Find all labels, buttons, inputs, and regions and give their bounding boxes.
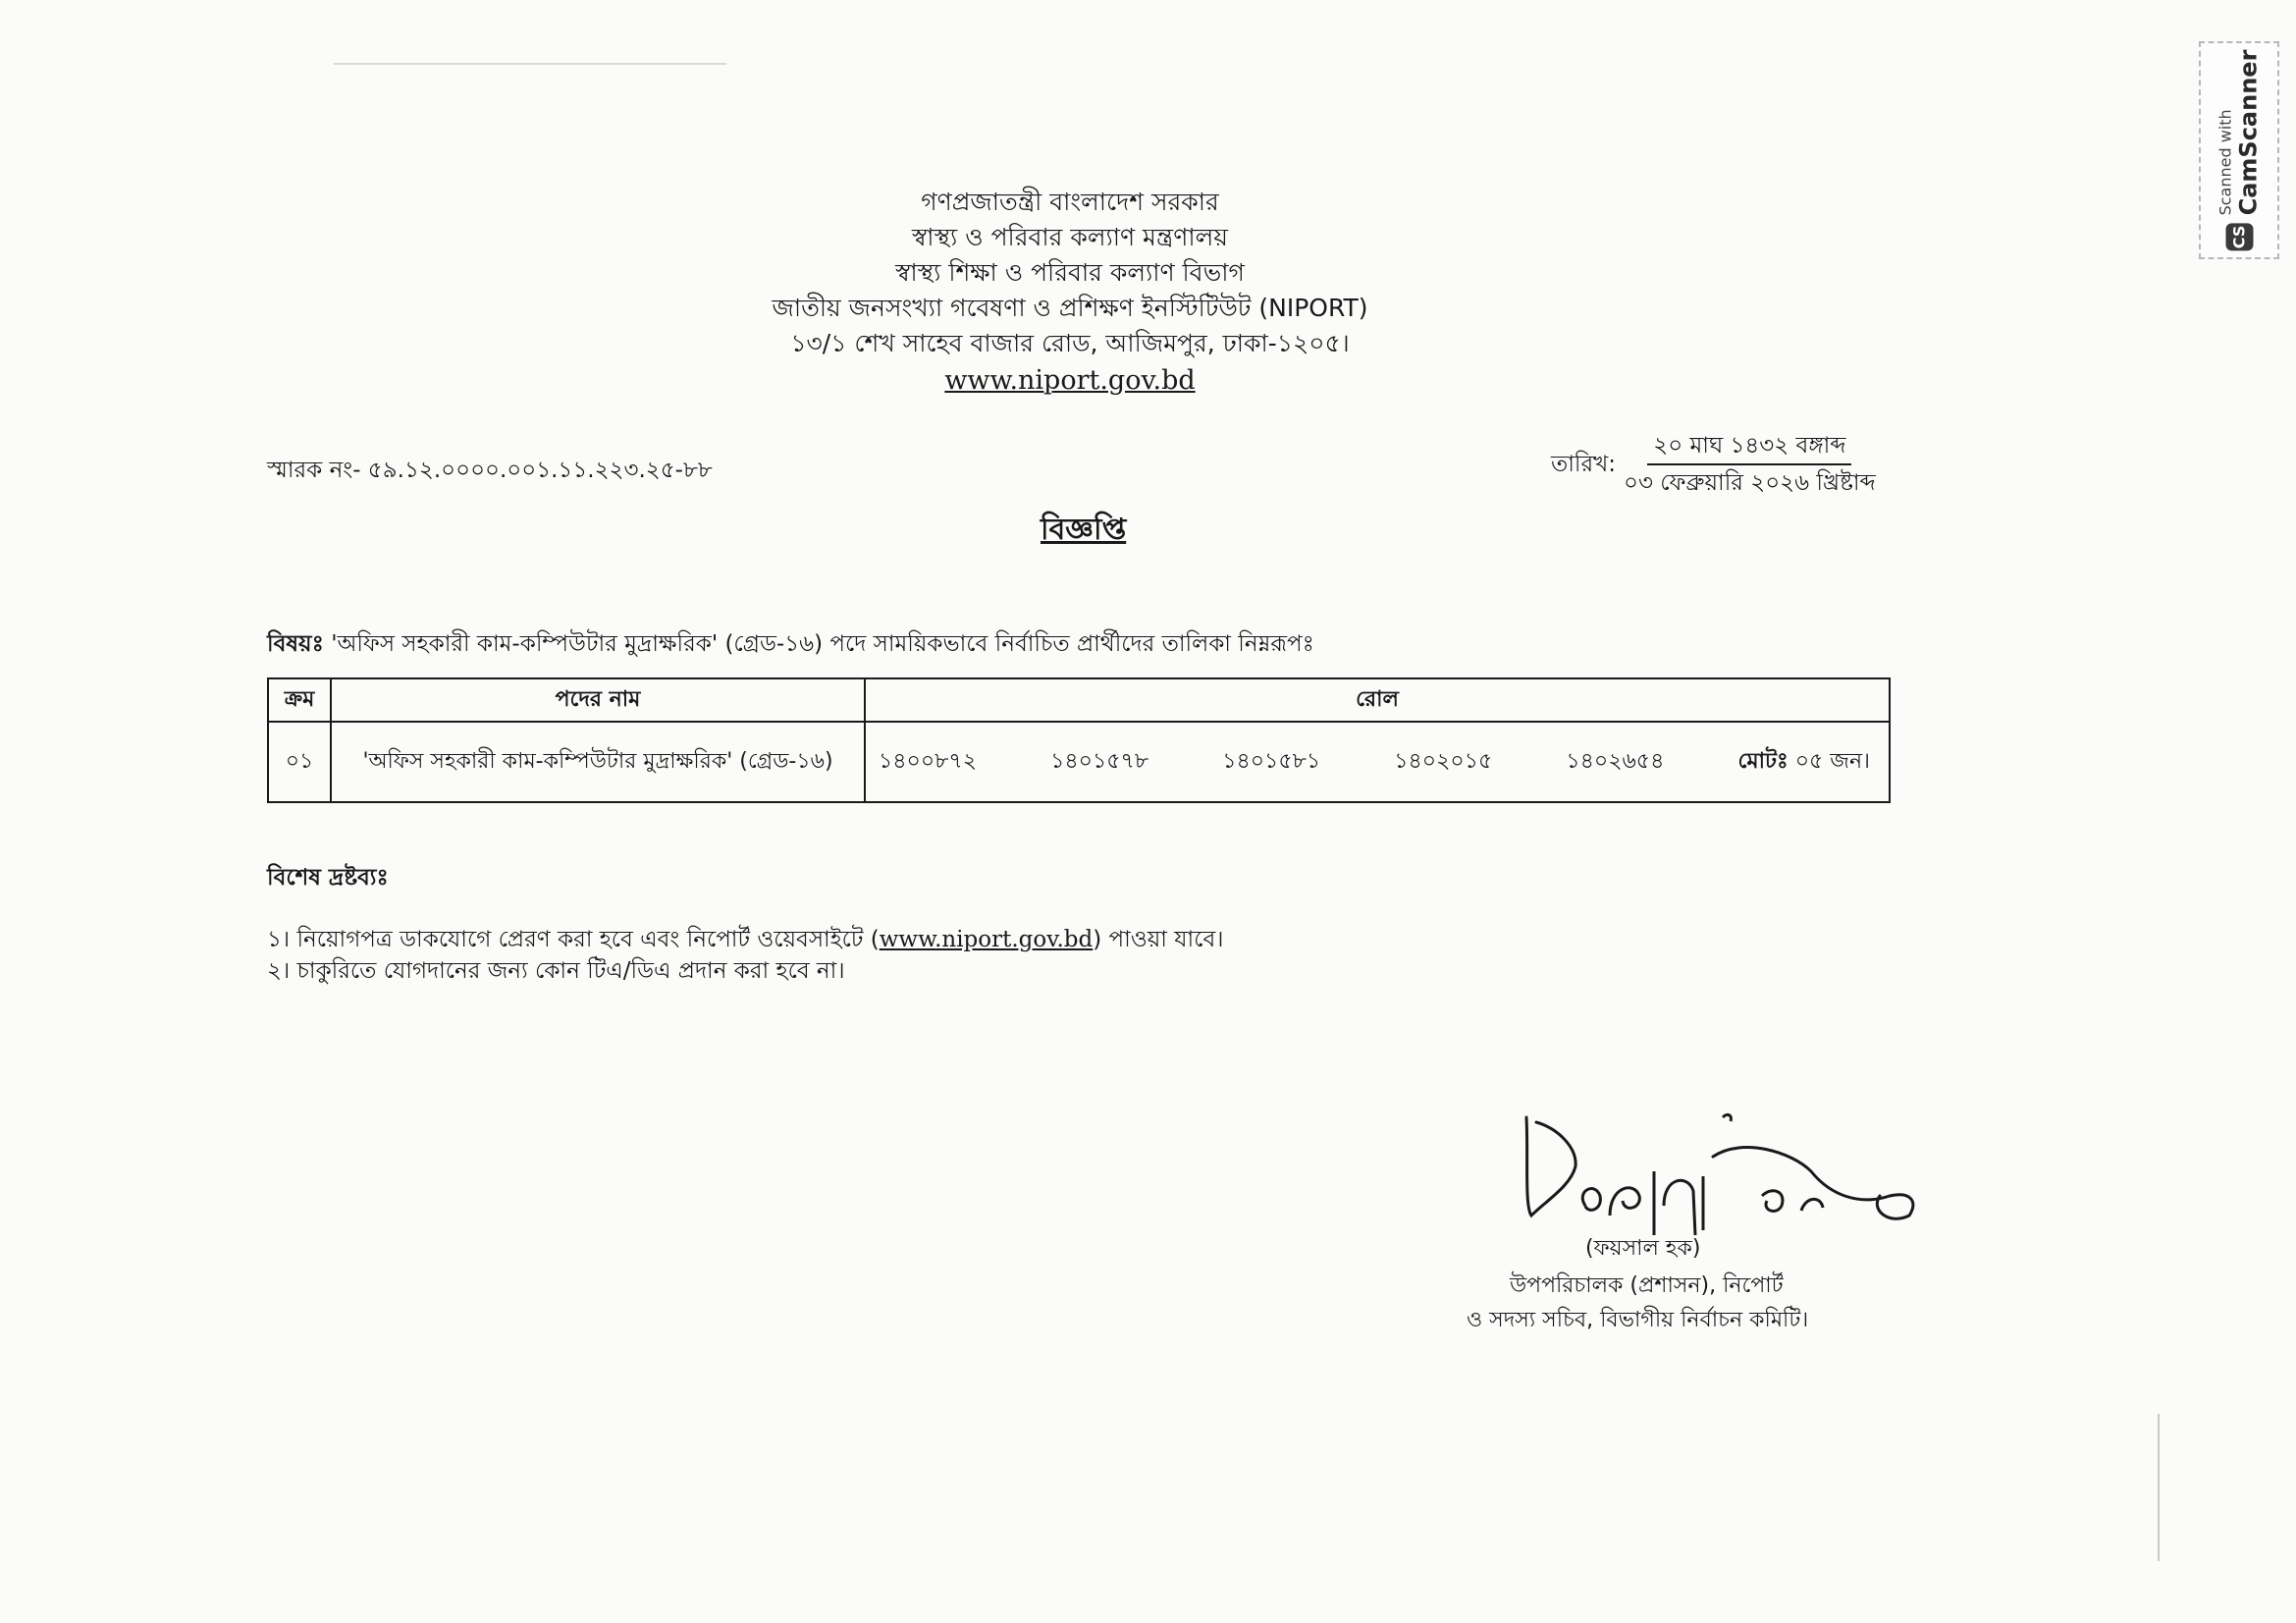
- notice-title: বিজ্ঞপ্তি: [1041, 513, 1127, 547]
- selected-candidates-table: [267, 677, 1891, 803]
- total-count: [1737, 744, 1870, 781]
- camscanner-line2: CamScanner: [2234, 49, 2263, 216]
- camscanner-line1: Scanned with: [2216, 109, 2235, 216]
- scan-edge-line: [2158, 1414, 2160, 1561]
- special-note-2: ২। চাকুরিতে যোগদানের জন্য কোন টিএ/ডিএ প্রদান করা হবে না।: [267, 958, 845, 984]
- signatory-title-2: ও সদস্য সচিব, বিভাগীয় নির্বাচন কমিটি।: [1467, 1308, 1809, 1332]
- subject-line: [267, 625, 1314, 664]
- roll-number: ১৪০১৫৭৮: [1050, 748, 1149, 774]
- date-label: তারিখ:: [1551, 451, 1617, 477]
- roll-number: ১৪০২০১৫: [1394, 748, 1493, 774]
- scan-artifact-line: [334, 63, 726, 65]
- handwritten-signature: [1517, 1098, 1929, 1255]
- cell-post: 'অফিস সহকারী কাম-কম্পিউটার মুদ্রাক্ষরিক' (গ্রেড-১৬): [331, 722, 865, 802]
- total-label: মোটঃ: [1737, 748, 1789, 774]
- header-roll: রোল: [865, 678, 1890, 722]
- memo-number: স্মারক নং- ৫৯.১২.০০০০.০০১.১১.২২৩.২৫-৮৮: [267, 458, 713, 483]
- total-value: ০৫ জন।: [1794, 748, 1870, 774]
- note1-text-before: ১। নিয়োগপত্র ডাকযোগে প্রেরণ করা হবে এবং নিপোর্ট ওয়েবসাইটে (: [267, 927, 880, 952]
- cell-serial: ০১: [268, 722, 331, 802]
- camscanner-logo-icon: CS: [2225, 223, 2253, 250]
- roll-number: ১৪০০৮৭২: [879, 748, 978, 774]
- table-row: [268, 722, 1890, 802]
- signatory-name: (ফয়সাল হক): [1585, 1236, 1701, 1261]
- date-bangla: ২০ মাঘ ১৪৩২ বঙ্গাব্দ: [1647, 430, 1851, 465]
- subject-label: বিষয়ঃ: [267, 631, 324, 657]
- cell-rolls: [865, 722, 1890, 802]
- signatory-title-1: উপপরিচালক (প্রশাসন), নিপোর্ট: [1510, 1273, 1784, 1298]
- roll-number: ১৪০২৬৫৪: [1566, 748, 1665, 774]
- letterhead: [687, 185, 1453, 401]
- special-notes-title: বিশেষ দ্রষ্টব্যঃ: [267, 865, 389, 891]
- date-values: [1624, 430, 1876, 499]
- note1-website-link[interactable]: www.niport.gov.bd: [879, 927, 1094, 952]
- header-line-government: গণপ্রজাতন্ত্রী বাংলাদেশ সরকার: [921, 188, 1219, 216]
- table-header-row: [268, 678, 1890, 722]
- header-serial: ক্রম: [268, 678, 331, 722]
- subject-text: 'অফিস সহকারী কাম-কম্পিউটার মুদ্রাক্ষরিক' (গ্রেড-১৬) পদে সাময়িকভাবে নির্বাচিত প্রার্থীদের তালিকা নিম্নরূপঃ: [331, 631, 1314, 657]
- roll-number: ১৪০১৫৮১: [1222, 748, 1321, 774]
- header-line-ministry: স্বাস্থ্য ও পরিবার কল্যাণ মন্ত্রণালয়: [912, 223, 1228, 251]
- date-block: [1551, 430, 1876, 499]
- header-line-institute: জাতীয় জনসংখ্যা গবেষণা ও প্রশিক্ষণ ইনস্টিটিউট (NIPORT): [772, 294, 1368, 322]
- header-line-address: ১৩/১ শেখ সাহেব বাজার রোড, আজিমপুর, ঢাকা-১২০৫।: [790, 329, 1350, 357]
- header-website-link[interactable]: www.niport.gov.bd: [944, 365, 1196, 396]
- header-post: পদের নাম: [331, 678, 865, 722]
- camscanner-badge: [2199, 41, 2279, 259]
- note1-text-after: ) পাওয়া যাবে।: [1093, 927, 1224, 952]
- header-line-division: স্বাস্থ্য শিক্ষা ও পরিবার কল্যাণ বিভাগ: [895, 258, 1245, 287]
- date-gregorian: ০৩ ফেব্রুয়ারি ২০২৬ খ্রিষ্টাব্দ: [1624, 470, 1876, 496]
